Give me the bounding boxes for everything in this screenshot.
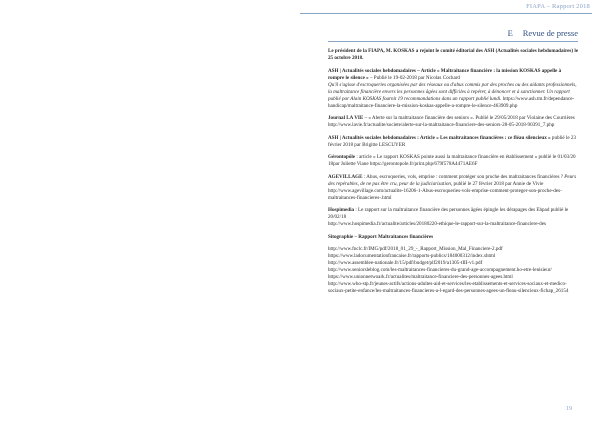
section-heading [328, 28, 578, 38]
press-item-meta: : Abus, escroqueries, vols, emprise : comment protéger son proche des maltraitances financières ? [362, 173, 565, 180]
press-item-meta: – « Alerte sur la maltraitance financière des seniors ». Publié le 29/05/2018 par Violaine des Courrières [363, 115, 575, 121]
press-item-heading: Journal LA VIE [328, 115, 364, 121]
section-rule [328, 41, 578, 42]
sitography-link[interactable]: http://www.assemblee-nationale.fr/15/pdf/budget/plf2019/a1305-tIII-v1.pdf [328, 260, 483, 266]
page-content [328, 28, 578, 301]
press-item-url[interactable]: https://www.ash.tm.fr/dependance-handicap/maltraitance-financiere-la-mission-koskas-appelle-a-rompre-le-silence-463909.php [328, 95, 575, 109]
press-item-summary: Qu'il s'agisse d'escroqueries organisées par des réseaux ou d'abus commis par des proches ou des aidants professionnels, la maltraitance financière envers les personnes âgées sont difficiles à repérer, à dénoncer et à sanctionner. Un rapport publié par Alain KOSKAS fournit 19 recommandations dans un rapport publié lundi. [328, 81, 577, 102]
press-item-heading: Gérontopôle [328, 154, 356, 160]
press-item-summary: Peurs des repérables, de ne pas être cru, peur de la judiciarisation, [328, 173, 577, 187]
press-item-heading: ASH | Actualités sociales hebdomadaires : Article « Les maltraitances financières : ce fléau silencieux » [328, 134, 551, 141]
press-item-hospimedia [328, 207, 578, 228]
section-title: Revue de presse [522, 28, 578, 38]
sitography-link[interactable]: http://www.seniorsleblog.com/les-maltraitances-financieres-du-grand-age-accompagnement.ho-etre-lenisieur/ [328, 267, 552, 273]
page-number: 19 [566, 406, 572, 412]
press-item-meta: publié le 23 février 2018 par Brigitte LESCUYER [328, 134, 576, 148]
press-item-meta: : article « Le rapport KOSKAS pointe aussi la maltraitance financière en établissement » publié le 01/03/20 18par Juliette Viane https://gerontopole.fr/print.php/679f578A4471AE6F [328, 154, 576, 167]
sitography-list [328, 246, 578, 295]
running-header: FIAPA – Rapport 2018 [526, 3, 590, 10]
sitography-link[interactable]: https://www.unionnetwoark.fr/actualites/maltraitance-financiere-des-personnes-agees.html [328, 274, 513, 280]
sitography-link[interactable]: https://www.ladocumentationfrancaise.fr/rapports-publics/184000312/index.shtml [328, 253, 496, 259]
press-item-gerontopole [328, 154, 578, 168]
press-item-url[interactable]: http://www.hospimedia.fr/actualite/articles/20180220-ethique-le-rapport-sur-la-maltraitance-financiere-des [328, 221, 546, 227]
intro-paragraph: Le président de la FIAPA, M. KOSKAS a rejoint le comité éditorial des ASH (Actualités sociales hebdomadaires) le 25 octobre 2018. [328, 48, 578, 61]
sitography-title: Sitographie – Rapport Maltraitances financières [328, 233, 434, 240]
press-item-meta: – Publié le 19-02-2018 par Nicolas Cochard [368, 74, 460, 81]
sitography-link[interactable]: http://www.fnclc.fr/IMG/pdf/2018_01_29_-_Rapport_Mission_Mal_Financiere-2.pdf [328, 246, 503, 252]
press-item-ash-koskas [328, 68, 578, 110]
press-item-la-vie [328, 115, 578, 129]
press-item-url[interactable]: http://www.agevillage.com/actualite-16206-1-Abus-escroqueries-vols-emprise-comment-proteger-son-proche-des-maltraitances-financieres-.html [328, 187, 562, 201]
press-item-agevillage [328, 174, 578, 202]
press-item-url[interactable]: http://www.lavie.fr/actualite/societe/alerte-sur-la-maltraitance-financiere-des-seniors-28-05-2018-90391_7.php [328, 122, 555, 128]
press-item-heading: ASH | Actualités sociales hebdomadaires – Article « Maltraitance financière : la mission KOSKAS appelle à rompre le silence » [328, 67, 562, 81]
press-item-ash-fleau [328, 135, 578, 149]
header-rule [300, 13, 592, 14]
press-item-meta: : Le rapport sur la maltraitance financière des personnes âgées épingle les dérapages des Ehpad publié le 20/02/18 [328, 207, 569, 220]
press-item-meta-2: publié le 27 février 2018 par Annie de Vivie [452, 180, 544, 187]
press-item-heading: Hospimedia [328, 207, 355, 213]
section-letter: E [507, 28, 513, 38]
sitography-link[interactable]: http://www.who-stp.fr/jeunes-actifs/actions-adultes-aid-et-services/les-etablissements-et-services-sociaux-et-medico-sociaux-petite-enfance/les-maltraitances-financieres-a-l-egard-des-personnes-agees-un-fleau-silencieux-fichap_26154 [328, 281, 569, 294]
press-item-heading: AGEVILLAGE [328, 173, 363, 180]
